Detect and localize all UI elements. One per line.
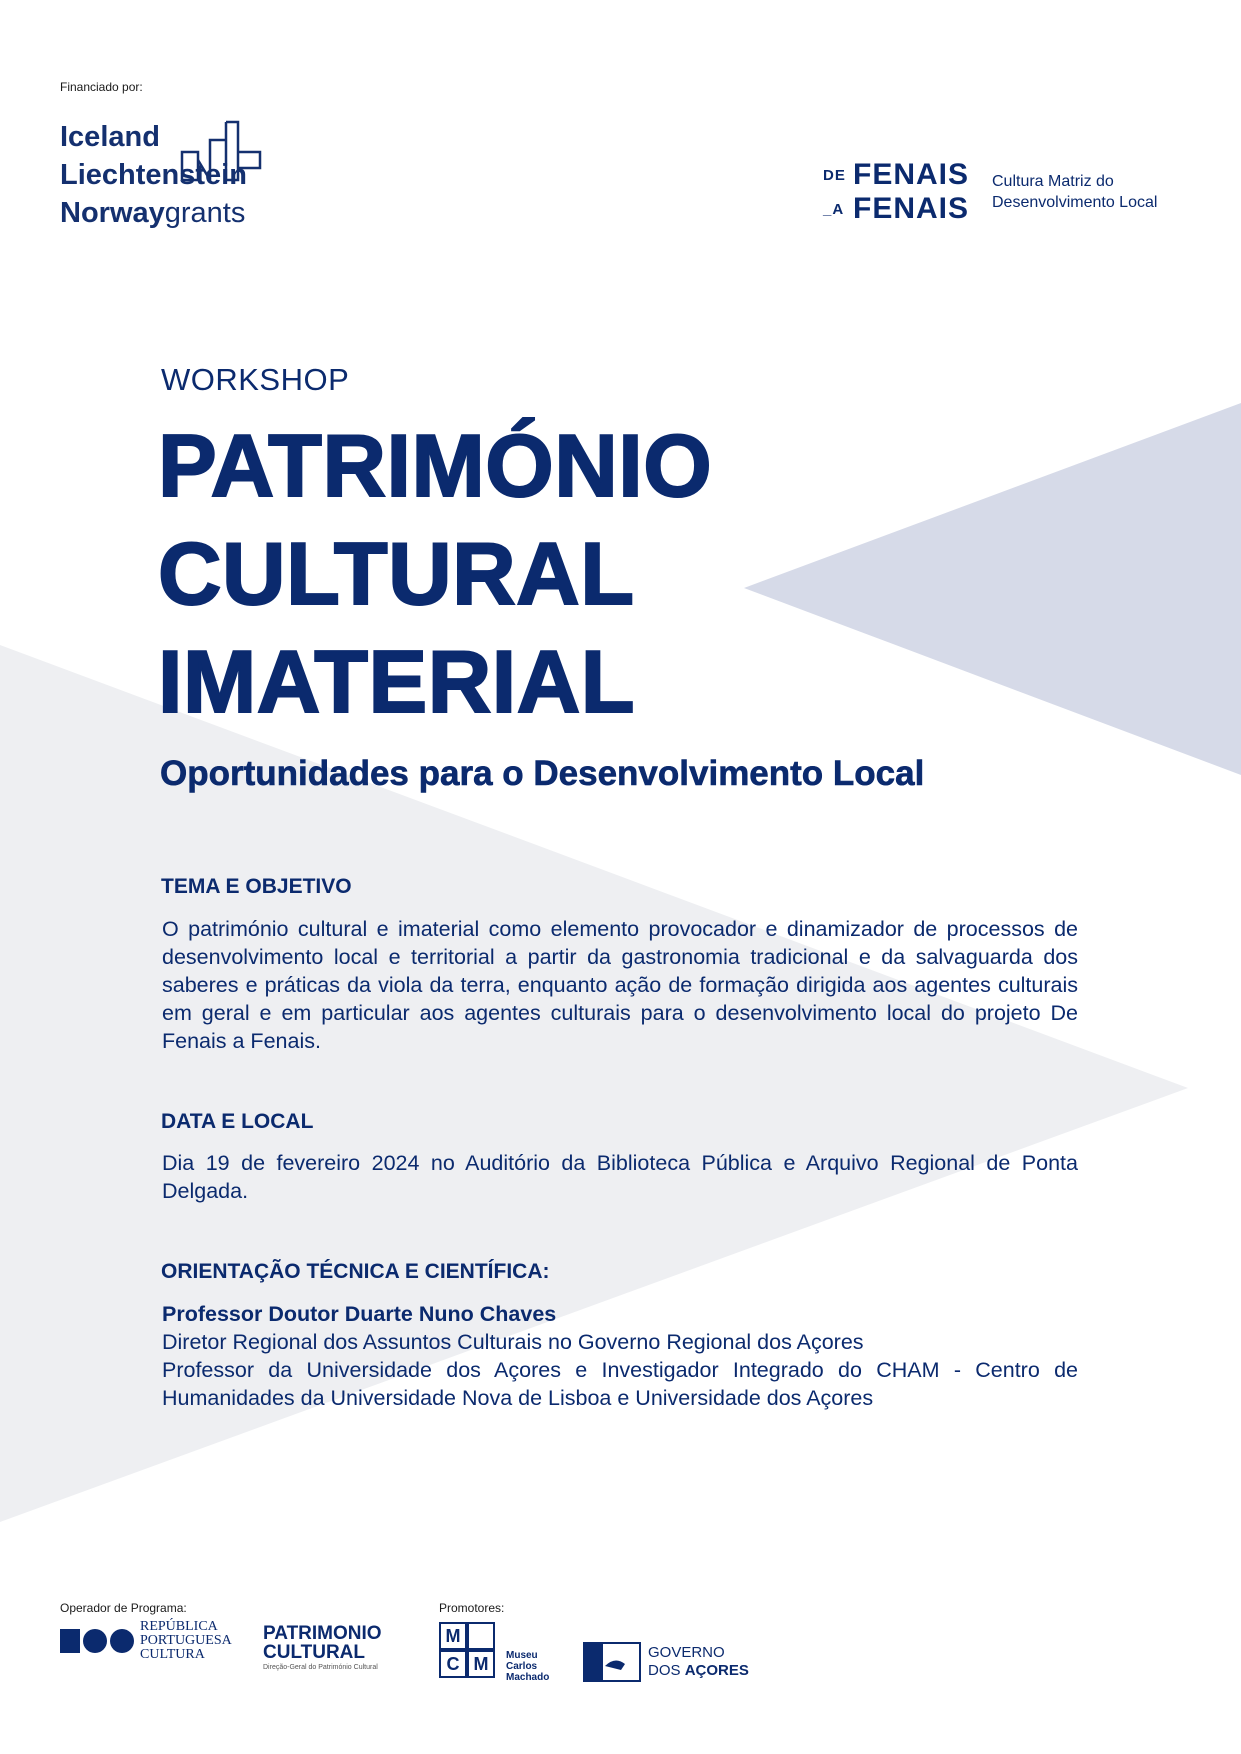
mcm-text	[506, 1650, 549, 1683]
eea-line-liechtenstein: Liechtenstein	[60, 159, 247, 191]
operator-label: Operador de Programa:	[60, 1601, 187, 1615]
orient-name: Professor Doutor Duarte Nuno Chaves	[162, 1302, 557, 1326]
rp-line-3: CULTURA	[140, 1647, 205, 1662]
governo-acores-text	[648, 1644, 749, 1680]
funded-by-label: Financiado por:	[60, 80, 143, 94]
mcm-cell-m2: M	[467, 1650, 495, 1678]
fenais-tagline-line-1: Cultura Matriz do	[992, 173, 1114, 190]
rp-line-1: REPÚBLICA	[140, 1619, 218, 1634]
fenais-logo	[823, 158, 969, 226]
museu-carlos-machado-mark	[439, 1622, 495, 1678]
promoters-label: Promotores:	[439, 1601, 505, 1615]
acores-flag-icon	[585, 1644, 639, 1680]
eea-grants-word: grants	[164, 197, 246, 229]
fenais-prefix-a: _A	[823, 200, 845, 218]
pc-title-1: PATRIMONIO	[263, 1623, 382, 1644]
background-triangle-blue	[744, 403, 1241, 775]
mcm-cell-c: C	[439, 1650, 467, 1678]
eea-line-iceland: Iceland	[60, 121, 160, 153]
republica-portuguesa-logo	[60, 1620, 232, 1662]
orient-block	[162, 1300, 1078, 1412]
fenais-word-1: FENAIS	[853, 158, 970, 191]
data-heading: DATA E LOCAL	[161, 1110, 314, 1133]
mcm-cell-empty	[467, 1622, 495, 1650]
gov-line-2b: AÇORES	[684, 1662, 749, 1679]
fenais-tagline	[992, 171, 1157, 213]
pc-subtitle: Direção-Geral do Património Cultural	[263, 1664, 378, 1671]
event-title	[158, 412, 712, 736]
event-kind: WORKSHOP	[161, 362, 350, 397]
tema-text: O património cultural e imaterial como elemento provocador e dinamizador de processos de desenvolvimento local e territorial a partir da gastronomia tradicional e da salvaguarda dos saberes e práticas da viola da terra, enquanto ação de formação dirigida aos agentes culturais em geral e em particular aos agentes culturais para o desenvolvimento local do projeto De Fenais a Fenais.	[162, 917, 1078, 1053]
gov-line-2a: DOS	[648, 1662, 685, 1679]
event-subtitle: Oportunidades para o Desenvolvimento Local	[160, 754, 925, 793]
mcm-cell-m1: M	[439, 1622, 467, 1650]
fenais-tagline-line-2: Desenvolvimento Local	[992, 194, 1158, 211]
gov-line-1: GOVERNO	[648, 1644, 725, 1661]
republica-mark-icon	[60, 1629, 134, 1653]
eea-line-norway: Norway	[60, 197, 165, 229]
orient-heading: ORIENTAÇÃO TÉCNICA E CIENTÍFICA:	[161, 1260, 550, 1283]
title-line-2: CULTURAL	[158, 524, 635, 623]
eea-grants-mark-icon	[180, 120, 262, 182]
orient-role-2: Professor da Universidade dos Açores e Investigador Integrado do CHAM - Centro de Humanidades da Universidade Nova de Lisboa e Universidade dos Açores	[162, 1358, 1078, 1410]
rp-line-2: PORTUGUESA	[140, 1633, 232, 1648]
mcm-text-2: Carlos	[506, 1661, 538, 1672]
data-text: Dia 19 de fevereiro 2024 no Auditório da Biblioteca Pública e Arquivo Regional de Ponta Delgada.	[162, 1151, 1078, 1203]
fenais-word-2: FENAIS	[853, 192, 970, 225]
governo-acores-emblem-icon	[583, 1642, 641, 1682]
orient-role-1: Diretor Regional dos Assuntos Culturais no Governo Regional dos Açores	[162, 1330, 864, 1354]
title-line-1: PATRIMÓNIO	[158, 416, 713, 515]
mcm-text-1: Museu	[506, 1650, 538, 1661]
tema-heading: TEMA E OBJETIVO	[161, 875, 352, 898]
fenais-prefix-de: DE	[823, 166, 846, 184]
pc-title-2: CULTURAL	[263, 1642, 366, 1663]
mcm-text-3: Machado	[506, 1672, 550, 1683]
patrimonio-cultural-logo	[263, 1624, 382, 1671]
title-line-3: IMATERIAL	[158, 632, 636, 731]
